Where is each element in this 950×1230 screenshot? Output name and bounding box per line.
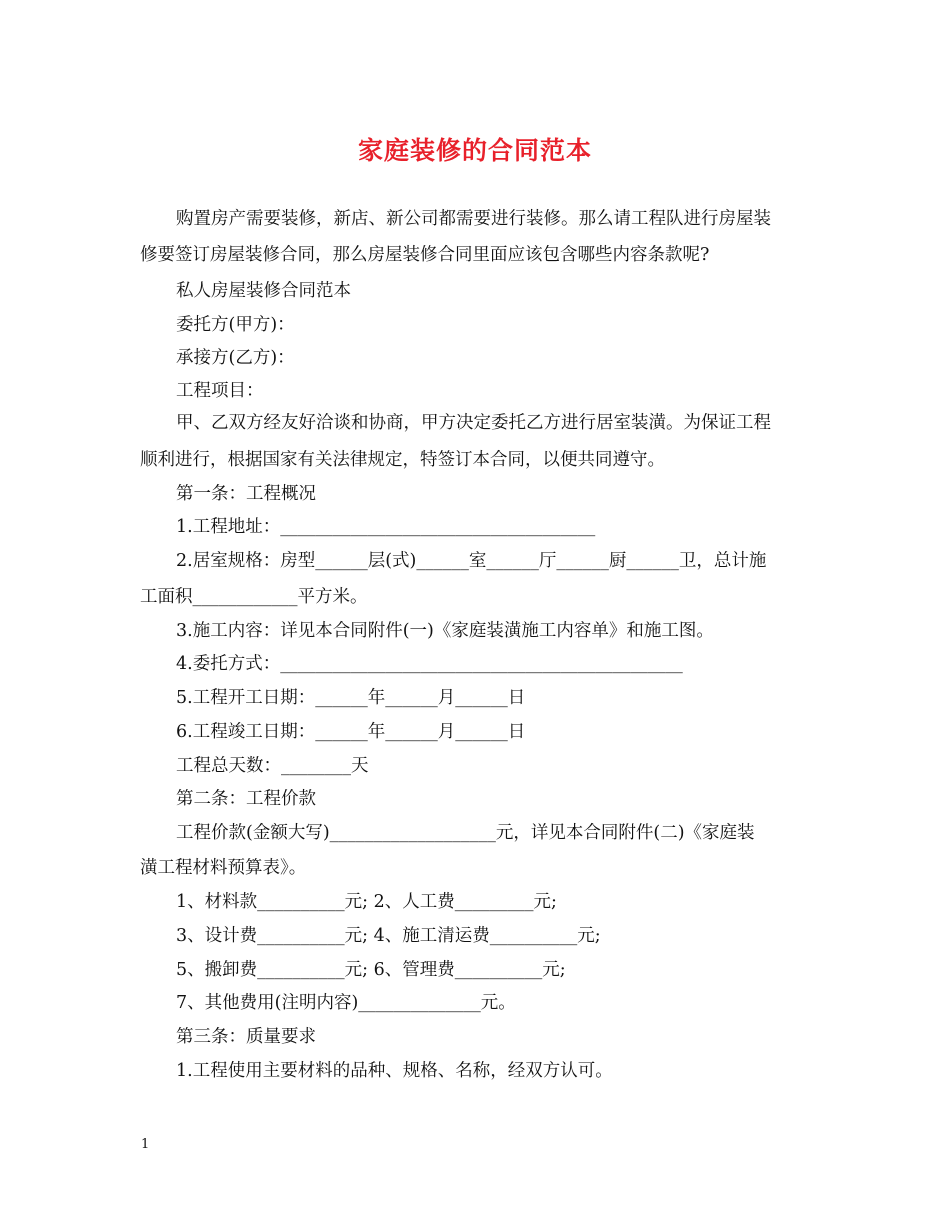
- paragraph-line: 4.委托方式：______________________________________________: [176, 654, 683, 674]
- section-heading: 第三条：质量要求: [176, 1027, 316, 1047]
- paragraph-line: 承接方(乙方)：: [176, 348, 295, 368]
- paragraph-line: 2.居室规格：房型______层(式)______室______厅______厨______卫，总计施: [176, 551, 767, 571]
- paragraph-line: 5.工程开工日期：______年______月______日: [176, 688, 526, 708]
- paragraph-line: 工程总天数：________天: [176, 756, 369, 776]
- paragraph-line: 顺利进行，根据国家有关法律规定，特签订本合同，以便共同遵守。: [140, 450, 665, 470]
- paragraph-line: 委托方(甲方)：: [176, 315, 295, 335]
- paragraph-line: 工面积____________平方米。: [140, 587, 368, 607]
- page-number: 1: [141, 1137, 150, 1152]
- paragraph-line: 1.工程使用主要材料的品种、规格、名称，经双方认可。: [176, 1061, 613, 1081]
- section-heading: 第二条：工程价款: [176, 789, 316, 809]
- paragraph-line: 甲、乙双方经友好洽谈和协商，甲方决定委托乙方进行居室装潢。为保证工程: [176, 413, 771, 433]
- paragraph-line: 私人房屋装修合同范本: [176, 281, 351, 301]
- paragraph-line: 修要签订房屋装修合同，那么房屋装修合同里面应该包含哪些内容条款呢?: [140, 245, 710, 265]
- paragraph-line: 购置房产需要装修，新店、新公司都需要进行装修。那么请工程队进行房屋装: [176, 209, 771, 229]
- paragraph-line: 潢工程材料预算表》。: [140, 858, 307, 878]
- paragraph-line: 3、设计费__________元; 4、施工清运费__________元;: [176, 926, 601, 946]
- paragraph-line: 5、搬卸费__________元; 6、管理费__________元;: [176, 960, 566, 980]
- paragraph-line: 6.工程竣工日期：______年______月______日: [176, 722, 526, 742]
- paragraph-line: 工程项目：: [176, 381, 264, 401]
- document-title: 家庭装修的合同范本: [357, 136, 592, 165]
- section-heading: 第一条：工程概况: [176, 484, 316, 504]
- paragraph-line: 7、其他费用(注明内容)______________元。: [176, 993, 516, 1013]
- paragraph-line: 工程价款(金额大写)___________________元，详见本合同附件(二)《家庭装: [176, 823, 755, 843]
- paragraph-line: 3.施工内容：详见本合同附件(一)《家庭装潢施工内容单》和施工图。: [176, 621, 714, 641]
- paragraph-line: 1.工程地址：____________________________________: [176, 517, 596, 537]
- paragraph-line: 1、材料款__________元; 2、人工费_________元;: [176, 892, 557, 912]
